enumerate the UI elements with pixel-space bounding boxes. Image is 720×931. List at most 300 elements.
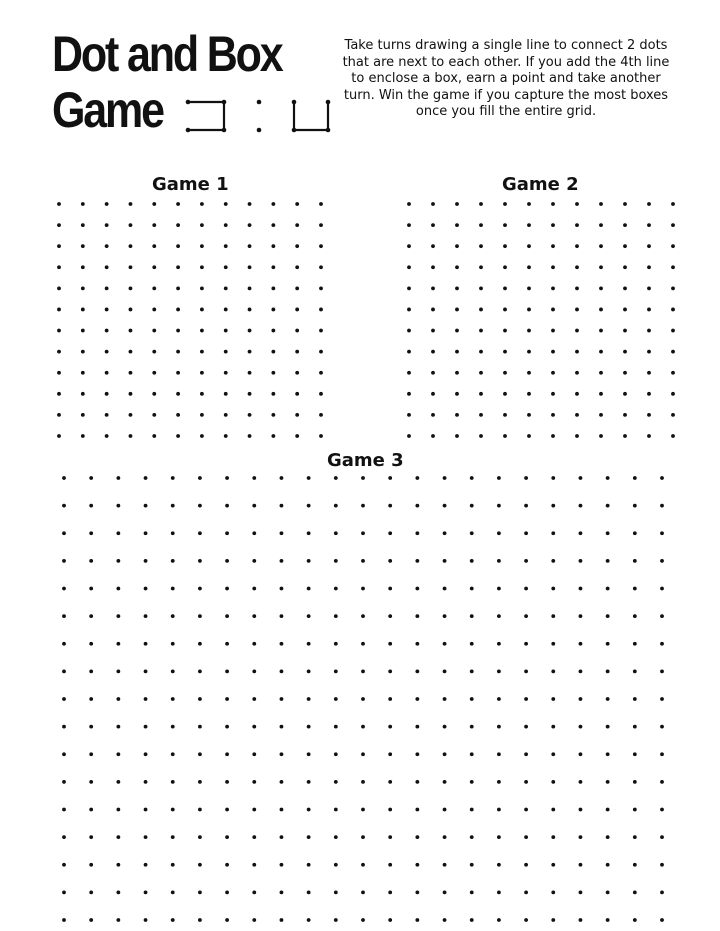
grid-dot[interactable] <box>81 413 85 417</box>
grid-dot[interactable] <box>57 350 61 354</box>
grid-dot[interactable] <box>198 863 202 867</box>
grid-dot[interactable] <box>407 308 411 312</box>
grid-dot[interactable] <box>62 614 66 618</box>
grid-dot[interactable] <box>671 244 675 248</box>
grid-dot[interactable] <box>57 223 61 227</box>
grid-dot[interactable] <box>606 808 610 812</box>
grid-dot[interactable] <box>470 752 474 756</box>
grid-dot[interactable] <box>361 476 365 480</box>
grid-dot[interactable] <box>144 642 148 646</box>
grid-dot[interactable] <box>575 434 579 438</box>
game-1-dot-grid[interactable] <box>55 200 325 440</box>
grid-dot[interactable] <box>443 918 447 922</box>
grid-dot[interactable] <box>252 808 256 812</box>
grid-dot[interactable] <box>116 669 120 673</box>
grid-dot[interactable] <box>62 780 66 784</box>
grid-dot[interactable] <box>524 752 528 756</box>
grid-dot[interactable] <box>248 244 252 248</box>
grid-dot[interactable] <box>579 752 583 756</box>
grid-dot[interactable] <box>307 725 311 729</box>
grid-dot[interactable] <box>248 329 252 333</box>
grid-dot[interactable] <box>271 202 275 206</box>
grid-dot[interactable] <box>252 752 256 756</box>
grid-dot[interactable] <box>171 531 175 535</box>
grid-dot[interactable] <box>455 308 459 312</box>
grid-dot[interactable] <box>307 531 311 535</box>
grid-dot[interactable] <box>295 223 299 227</box>
grid-dot[interactable] <box>271 329 275 333</box>
grid-dot[interactable] <box>248 308 252 312</box>
grid-dot[interactable] <box>334 752 338 756</box>
grid-dot[interactable] <box>455 244 459 248</box>
grid-dot[interactable] <box>271 265 275 269</box>
grid-dot[interactable] <box>361 669 365 673</box>
grid-dot[interactable] <box>252 614 256 618</box>
grid-dot[interactable] <box>599 350 603 354</box>
grid-dot[interactable] <box>415 725 419 729</box>
grid-dot[interactable] <box>280 780 284 784</box>
grid-dot[interactable] <box>89 504 93 508</box>
grid-dot[interactable] <box>407 371 411 375</box>
grid-dot[interactable] <box>633 614 637 618</box>
grid-dot[interactable] <box>361 808 365 812</box>
grid-dot[interactable] <box>248 202 252 206</box>
grid-dot[interactable] <box>361 614 365 618</box>
grid-dot[interactable] <box>524 697 528 701</box>
grid-dot[interactable] <box>579 559 583 563</box>
grid-dot[interactable] <box>575 392 579 396</box>
grid-dot[interactable] <box>319 308 323 312</box>
grid-dot[interactable] <box>198 752 202 756</box>
grid-dot[interactable] <box>129 329 133 333</box>
grid-dot[interactable] <box>307 614 311 618</box>
grid-dot[interactable] <box>660 587 664 591</box>
grid-dot[interactable] <box>527 286 531 290</box>
grid-dot[interactable] <box>407 265 411 269</box>
grid-dot[interactable] <box>271 223 275 227</box>
grid-dot[interactable] <box>176 286 180 290</box>
grid-dot[interactable] <box>497 725 501 729</box>
grid-dot[interactable] <box>671 392 675 396</box>
grid-dot[interactable] <box>171 808 175 812</box>
grid-dot[interactable] <box>497 614 501 618</box>
grid-dot[interactable] <box>524 642 528 646</box>
grid-dot[interactable] <box>443 752 447 756</box>
grid-dot[interactable] <box>470 863 474 867</box>
grid-dot[interactable] <box>280 697 284 701</box>
grid-dot[interactable] <box>176 371 180 375</box>
grid-dot[interactable] <box>105 244 109 248</box>
grid-dot[interactable] <box>171 697 175 701</box>
grid-dot[interactable] <box>415 780 419 784</box>
grid-dot[interactable] <box>503 202 507 206</box>
grid-dot[interactable] <box>81 329 85 333</box>
grid-dot[interactable] <box>81 434 85 438</box>
grid-dot[interactable] <box>198 669 202 673</box>
grid-dot[interactable] <box>144 476 148 480</box>
grid-dot[interactable] <box>660 476 664 480</box>
grid-dot[interactable] <box>152 265 156 269</box>
grid-dot[interactable] <box>62 504 66 508</box>
grid-dot[interactable] <box>431 371 435 375</box>
grid-dot[interactable] <box>470 697 474 701</box>
grid-dot[interactable] <box>319 329 323 333</box>
grid-dot[interactable] <box>551 863 555 867</box>
grid-dot[interactable] <box>479 286 483 290</box>
grid-dot[interactable] <box>198 476 202 480</box>
grid-dot[interactable] <box>252 504 256 508</box>
grid-dot[interactable] <box>224 265 228 269</box>
grid-dot[interactable] <box>660 863 664 867</box>
grid-dot[interactable] <box>271 413 275 417</box>
grid-dot[interactable] <box>407 434 411 438</box>
grid-dot[interactable] <box>524 614 528 618</box>
grid-dot[interactable] <box>606 890 610 894</box>
grid-dot[interactable] <box>198 614 202 618</box>
grid-dot[interactable] <box>116 752 120 756</box>
grid-dot[interactable] <box>176 413 180 417</box>
grid-dot[interactable] <box>200 308 204 312</box>
grid-dot[interactable] <box>633 780 637 784</box>
grid-dot[interactable] <box>248 265 252 269</box>
grid-dot[interactable] <box>200 350 204 354</box>
grid-dot[interactable] <box>62 559 66 563</box>
grid-dot[interactable] <box>660 752 664 756</box>
grid-dot[interactable] <box>606 863 610 867</box>
grid-dot[interactable] <box>551 669 555 673</box>
grid-dot[interactable] <box>443 614 447 618</box>
grid-dot[interactable] <box>647 286 651 290</box>
grid-dot[interactable] <box>307 642 311 646</box>
grid-dot[interactable] <box>623 392 627 396</box>
grid-dot[interactable] <box>497 642 501 646</box>
grid-dot[interactable] <box>431 392 435 396</box>
grid-dot[interactable] <box>116 476 120 480</box>
grid-dot[interactable] <box>407 202 411 206</box>
grid-dot[interactable] <box>647 244 651 248</box>
grid-dot[interactable] <box>116 697 120 701</box>
grid-dot[interactable] <box>334 476 338 480</box>
grid-dot[interactable] <box>599 329 603 333</box>
grid-dot[interactable] <box>647 329 651 333</box>
grid-dot[interactable] <box>224 329 228 333</box>
grid-dot[interactable] <box>503 244 507 248</box>
grid-dot[interactable] <box>176 265 180 269</box>
grid-dot[interactable] <box>307 752 311 756</box>
grid-dot[interactable] <box>575 265 579 269</box>
grid-dot[interactable] <box>152 350 156 354</box>
grid-dot[interactable] <box>579 642 583 646</box>
grid-dot[interactable] <box>176 223 180 227</box>
grid-dot[interactable] <box>551 223 555 227</box>
grid-dot[interactable] <box>116 587 120 591</box>
grid-dot[interactable] <box>129 308 133 312</box>
grid-dot[interactable] <box>551 329 555 333</box>
grid-dot[interactable] <box>407 244 411 248</box>
grid-dot[interactable] <box>470 669 474 673</box>
grid-dot[interactable] <box>551 244 555 248</box>
grid-dot[interactable] <box>225 863 229 867</box>
grid-dot[interactable] <box>551 725 555 729</box>
grid-dot[interactable] <box>671 329 675 333</box>
grid-dot[interactable] <box>479 371 483 375</box>
grid-dot[interactable] <box>144 697 148 701</box>
grid-dot[interactable] <box>252 780 256 784</box>
grid-dot[interactable] <box>606 531 610 535</box>
grid-dot[interactable] <box>144 863 148 867</box>
grid-dot[interactable] <box>171 890 175 894</box>
grid-dot[interactable] <box>431 244 435 248</box>
grid-dot[interactable] <box>334 559 338 563</box>
grid-dot[interactable] <box>633 669 637 673</box>
grid-dot[interactable] <box>470 780 474 784</box>
grid-dot[interactable] <box>623 413 627 417</box>
grid-dot[interactable] <box>524 918 528 922</box>
grid-dot[interactable] <box>361 890 365 894</box>
grid-dot[interactable] <box>248 286 252 290</box>
grid-dot[interactable] <box>671 223 675 227</box>
grid-dot[interactable] <box>200 413 204 417</box>
grid-dot[interactable] <box>633 559 637 563</box>
grid-dot[interactable] <box>599 371 603 375</box>
grid-dot[interactable] <box>647 392 651 396</box>
grid-dot[interactable] <box>415 669 419 673</box>
grid-dot[interactable] <box>224 371 228 375</box>
grid-dot[interactable] <box>198 918 202 922</box>
grid-dot[interactable] <box>171 559 175 563</box>
grid-dot[interactable] <box>497 559 501 563</box>
grid-dot[interactable] <box>129 371 133 375</box>
grid-dot[interactable] <box>224 392 228 396</box>
grid-dot[interactable] <box>280 642 284 646</box>
grid-dot[interactable] <box>57 308 61 312</box>
grid-dot[interactable] <box>152 434 156 438</box>
grid-dot[interactable] <box>81 308 85 312</box>
grid-dot[interactable] <box>280 752 284 756</box>
grid-dot[interactable] <box>200 223 204 227</box>
grid-dot[interactable] <box>455 286 459 290</box>
grid-dot[interactable] <box>319 202 323 206</box>
grid-dot[interactable] <box>81 223 85 227</box>
grid-dot[interactable] <box>176 434 180 438</box>
grid-dot[interactable] <box>225 808 229 812</box>
grid-dot[interactable] <box>129 392 133 396</box>
grid-dot[interactable] <box>81 371 85 375</box>
grid-dot[interactable] <box>660 890 664 894</box>
grid-dot[interactable] <box>225 642 229 646</box>
grid-dot[interactable] <box>647 413 651 417</box>
grid-dot[interactable] <box>503 413 507 417</box>
grid-dot[interactable] <box>470 725 474 729</box>
grid-dot[interactable] <box>633 725 637 729</box>
grid-dot[interactable] <box>361 918 365 922</box>
grid-dot[interactable] <box>455 413 459 417</box>
grid-dot[interactable] <box>361 780 365 784</box>
grid-dot[interactable] <box>551 752 555 756</box>
grid-dot[interactable] <box>388 918 392 922</box>
grid-dot[interactable] <box>89 697 93 701</box>
grid-dot[interactable] <box>479 350 483 354</box>
grid-dot[interactable] <box>89 890 93 894</box>
grid-dot[interactable] <box>334 890 338 894</box>
grid-dot[interactable] <box>198 587 202 591</box>
grid-dot[interactable] <box>443 780 447 784</box>
grid-dot[interactable] <box>198 504 202 508</box>
grid-dot[interactable] <box>551 587 555 591</box>
grid-dot[interactable] <box>388 614 392 618</box>
grid-dot[interactable] <box>497 752 501 756</box>
grid-dot[interactable] <box>599 392 603 396</box>
grid-dot[interactable] <box>57 265 61 269</box>
grid-dot[interactable] <box>579 531 583 535</box>
grid-dot[interactable] <box>171 614 175 618</box>
grid-dot[interactable] <box>225 559 229 563</box>
grid-dot[interactable] <box>575 244 579 248</box>
grid-dot[interactable] <box>361 587 365 591</box>
grid-dot[interactable] <box>280 614 284 618</box>
grid-dot[interactable] <box>388 752 392 756</box>
grid-dot[interactable] <box>105 413 109 417</box>
grid-dot[interactable] <box>89 559 93 563</box>
grid-dot[interactable] <box>575 329 579 333</box>
grid-dot[interactable] <box>470 890 474 894</box>
grid-dot[interactable] <box>295 350 299 354</box>
grid-dot[interactable] <box>225 835 229 839</box>
grid-dot[interactable] <box>198 531 202 535</box>
grid-dot[interactable] <box>470 531 474 535</box>
grid-dot[interactable] <box>575 413 579 417</box>
grid-dot[interactable] <box>524 504 528 508</box>
grid-dot[interactable] <box>62 476 66 480</box>
grid-dot[interactable] <box>361 835 365 839</box>
grid-dot[interactable] <box>660 697 664 701</box>
grid-dot[interactable] <box>307 476 311 480</box>
grid-dot[interactable] <box>606 752 610 756</box>
grid-dot[interactable] <box>415 476 419 480</box>
grid-dot[interactable] <box>623 371 627 375</box>
grid-dot[interactable] <box>57 286 61 290</box>
grid-dot[interactable] <box>660 531 664 535</box>
grid-dot[interactable] <box>307 559 311 563</box>
grid-dot[interactable] <box>225 614 229 618</box>
grid-dot[interactable] <box>443 559 447 563</box>
grid-dot[interactable] <box>623 308 627 312</box>
grid-dot[interactable] <box>176 202 180 206</box>
grid-dot[interactable] <box>551 371 555 375</box>
grid-dot[interactable] <box>633 587 637 591</box>
grid-dot[interactable] <box>606 587 610 591</box>
grid-dot[interactable] <box>81 244 85 248</box>
grid-dot[interactable] <box>455 350 459 354</box>
grid-dot[interactable] <box>415 863 419 867</box>
grid-dot[interactable] <box>524 725 528 729</box>
grid-dot[interactable] <box>252 559 256 563</box>
grid-dot[interactable] <box>295 371 299 375</box>
grid-dot[interactable] <box>551 780 555 784</box>
grid-dot[interactable] <box>57 392 61 396</box>
grid-dot[interactable] <box>551 434 555 438</box>
grid-dot[interactable] <box>524 780 528 784</box>
grid-dot[interactable] <box>647 202 651 206</box>
grid-dot[interactable] <box>647 265 651 269</box>
grid-dot[interactable] <box>388 476 392 480</box>
grid-dot[interactable] <box>527 434 531 438</box>
grid-dot[interactable] <box>152 392 156 396</box>
grid-dot[interactable] <box>551 413 555 417</box>
grid-dot[interactable] <box>660 780 664 784</box>
grid-dot[interactable] <box>307 835 311 839</box>
grid-dot[interactable] <box>89 780 93 784</box>
grid-dot[interactable] <box>579 863 583 867</box>
grid-dot[interactable] <box>307 890 311 894</box>
grid-dot[interactable] <box>280 835 284 839</box>
grid-dot[interactable] <box>116 863 120 867</box>
grid-dot[interactable] <box>129 202 133 206</box>
grid-dot[interactable] <box>144 890 148 894</box>
grid-dot[interactable] <box>295 244 299 248</box>
grid-dot[interactable] <box>89 725 93 729</box>
game-2-dot-grid[interactable] <box>405 200 677 440</box>
grid-dot[interactable] <box>129 265 133 269</box>
grid-dot[interactable] <box>633 531 637 535</box>
grid-dot[interactable] <box>633 697 637 701</box>
grid-dot[interactable] <box>62 808 66 812</box>
grid-dot[interactable] <box>527 392 531 396</box>
grid-dot[interactable] <box>307 697 311 701</box>
grid-dot[interactable] <box>660 614 664 618</box>
grid-dot[interactable] <box>280 587 284 591</box>
grid-dot[interactable] <box>479 413 483 417</box>
grid-dot[interactable] <box>599 434 603 438</box>
grid-dot[interactable] <box>407 286 411 290</box>
grid-dot[interactable] <box>129 223 133 227</box>
grid-dot[interactable] <box>551 504 555 508</box>
grid-dot[interactable] <box>62 725 66 729</box>
grid-dot[interactable] <box>295 286 299 290</box>
grid-dot[interactable] <box>575 371 579 375</box>
game-3-dot-grid[interactable] <box>60 474 666 924</box>
grid-dot[interactable] <box>415 642 419 646</box>
grid-dot[interactable] <box>455 329 459 333</box>
grid-dot[interactable] <box>579 614 583 618</box>
grid-dot[interactable] <box>129 350 133 354</box>
grid-dot[interactable] <box>524 890 528 894</box>
grid-dot[interactable] <box>455 371 459 375</box>
grid-dot[interactable] <box>129 244 133 248</box>
grid-dot[interactable] <box>57 244 61 248</box>
grid-dot[interactable] <box>200 392 204 396</box>
grid-dot[interactable] <box>455 202 459 206</box>
grid-dot[interactable] <box>271 350 275 354</box>
grid-dot[interactable] <box>105 350 109 354</box>
grid-dot[interactable] <box>497 808 501 812</box>
grid-dot[interactable] <box>503 329 507 333</box>
grid-dot[interactable] <box>470 918 474 922</box>
grid-dot[interactable] <box>176 308 180 312</box>
grid-dot[interactable] <box>497 476 501 480</box>
grid-dot[interactable] <box>171 918 175 922</box>
grid-dot[interactable] <box>647 371 651 375</box>
grid-dot[interactable] <box>575 286 579 290</box>
grid-dot[interactable] <box>224 434 228 438</box>
grid-dot[interactable] <box>89 531 93 535</box>
grid-dot[interactable] <box>334 780 338 784</box>
grid-dot[interactable] <box>144 559 148 563</box>
grid-dot[interactable] <box>407 392 411 396</box>
grid-dot[interactable] <box>62 642 66 646</box>
grid-dot[interactable] <box>551 476 555 480</box>
grid-dot[interactable] <box>225 725 229 729</box>
